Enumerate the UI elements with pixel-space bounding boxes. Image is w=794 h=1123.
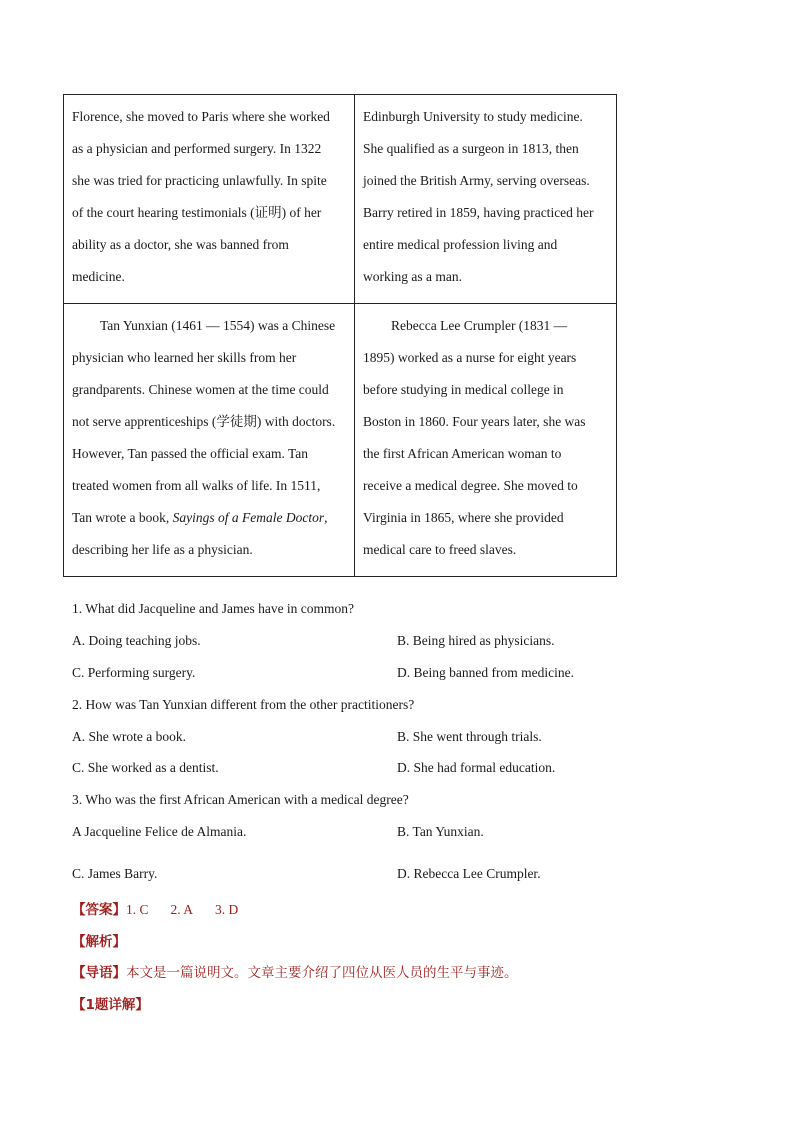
guide-label: 【导语】: [72, 965, 126, 981]
table-row: [64, 304, 617, 577]
cell-line: she was tried for practicing unlawfully. In spite: [72, 173, 327, 188]
book-after: ,: [324, 510, 328, 525]
cell-line: the first African American woman to: [363, 446, 562, 461]
answer-key: 2. A: [170, 902, 194, 917]
cell-line: She qualified as a surgeon in 1813, then: [363, 141, 579, 156]
cell-line: Rebecca Lee Crumpler (1831 —: [391, 318, 568, 333]
cell-line: Barry retired in 1859, having practiced her: [363, 205, 594, 220]
question-stem: 3. Who was the first African American with a medical degree?: [72, 792, 409, 807]
cell-line: grandparents. Chinese women at the time could: [72, 382, 329, 397]
answer-key: 1. C: [126, 902, 149, 917]
answer-label: 【答案】: [72, 902, 126, 918]
cell-line: of the court hearing testimonials (证明) of her: [72, 205, 322, 220]
cell-line: joined the British Army, serving overseas.: [363, 173, 590, 188]
option-a: A Jacqueline Felice de Almania.: [72, 824, 247, 839]
option-a: A. Doing teaching jobs.: [72, 633, 201, 648]
cell-line: describing her life as a physician.: [72, 542, 253, 557]
cell-line: Boston in 1860. Four years later, she was: [363, 414, 586, 429]
option-c: C. Performing surgery.: [72, 665, 196, 680]
option-b: B. Being hired as physicians.: [397, 633, 555, 648]
cell-line: entire medical profession living and: [363, 237, 558, 252]
cell-line: Tan Yunxian (1461 — 1554) was a Chinese: [100, 318, 336, 333]
book-intro: Tan wrote a book,: [72, 510, 173, 525]
option-d: D. She had formal education.: [397, 760, 556, 775]
answer-key: 3. D: [215, 902, 239, 917]
table-cell-tan-yunxian: [64, 304, 355, 577]
cell-line: Edinburgh University to study medicine.: [363, 109, 583, 124]
cell-line: not serve apprenticeships (学徒期) with doctors.: [72, 414, 336, 429]
answer-keys: [126, 902, 260, 917]
cell-line: However, Tan passed the official exam. Tan: [72, 446, 308, 461]
table-cell-rebecca-crumpler: [355, 304, 617, 577]
option-c: C. She worked as a dentist.: [72, 760, 219, 775]
cell-line: treated women from all walks of life. In 1511,: [72, 478, 321, 493]
table-cell-james-barry: [355, 95, 617, 304]
detail-label: 【1题详解】: [72, 997, 149, 1013]
analysis-label: 【解析】: [72, 934, 126, 950]
option-c: C. James Barry.: [72, 866, 158, 881]
cell-line: 1895) worked as a nurse for eight years: [363, 350, 577, 365]
answer-line: [72, 898, 260, 918]
cell-line: Florence, she moved to Paris where she worked: [72, 109, 330, 124]
option-d: D. Being banned from medicine.: [397, 665, 574, 680]
cell-line: ability as a doctor, she was banned from: [72, 237, 289, 252]
question-stem: 2. How was Tan Yunxian different from the other practitioners?: [72, 697, 415, 712]
cell-line: medical care to freed slaves.: [363, 542, 517, 557]
cell-line: [72, 502, 346, 534]
option-d: D. Rebecca Lee Crumpler.: [397, 866, 541, 881]
cell-line: receive a medical degree. She moved to: [363, 478, 578, 493]
option-b: B. She went through trials.: [397, 729, 542, 744]
table-row: [64, 95, 617, 304]
cell-line: working as a man.: [363, 269, 462, 284]
cell-line: Virginia in 1865, where she provided: [363, 510, 564, 525]
guide-text: 本文是一篇说明文。文章主要介绍了四位从医人员的生平与事迹。: [126, 965, 518, 981]
table-cell-jacqueline: [64, 95, 355, 304]
option-a: A. She wrote a book.: [72, 729, 186, 744]
option-b: B. Tan Yunxian.: [397, 824, 484, 839]
guide-line: [72, 961, 518, 981]
question-stem: 1. What did Jacqueline and James have in common?: [72, 601, 355, 616]
cell-line: as a physician and performed surgery. In 1322: [72, 141, 322, 156]
biography-table: [63, 94, 617, 577]
cell-line: before studying in medical college in: [363, 382, 564, 397]
cell-line: medicine.: [72, 269, 125, 284]
book-title: Sayings of a Female Doctor: [172, 510, 325, 525]
cell-line: physician who learned her skills from her: [72, 350, 297, 365]
